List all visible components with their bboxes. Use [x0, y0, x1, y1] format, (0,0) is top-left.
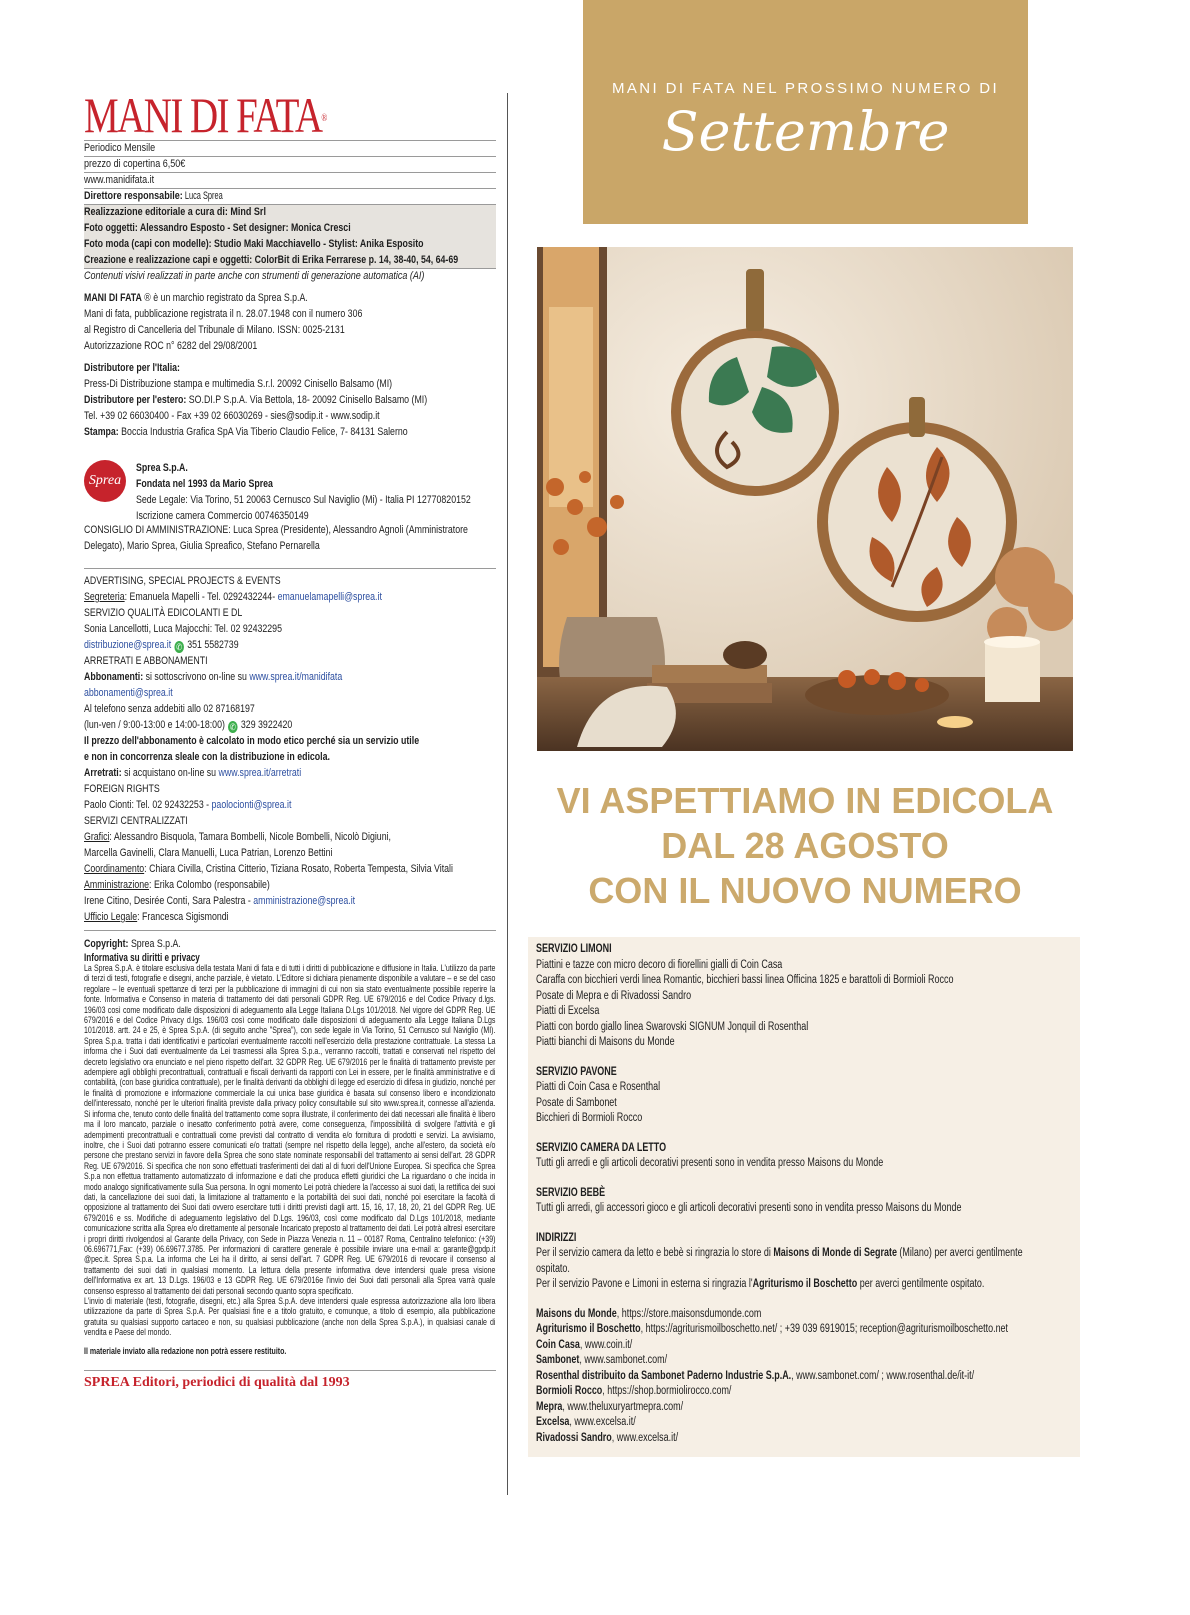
headline-line-1: VI ASPETTIAMO IN EDICOLA [556, 780, 1054, 821]
admin-line: Amministrazione: Erika Colombo (responsabile) [84, 879, 270, 891]
headline-line-2: DAL 28 AGOSTO [661, 825, 949, 866]
ethics-line-2: e non in concorrenza sleale con la distribuzione in edicola. [84, 751, 330, 763]
back-issues-link[interactable]: www.sprea.it/arretrati [218, 767, 302, 779]
graphics-line-1: Grafici: Alessandro Bisquola, Tamara Bombelli, Nicole Bombelli, Nicolò Digiuni, [84, 831, 392, 843]
company-name: Sprea S.p.A. [136, 462, 188, 474]
privacy-block [84, 952, 496, 1364]
website[interactable]: www.manidifata.it [84, 172, 496, 188]
foreign-email-link[interactable]: paolocionti@sprea.it [211, 799, 292, 811]
subs-phone: Al telefono senza addebiti allo 02 87168197 [84, 703, 255, 715]
subs-title: ARRETRATI E ABBONAMENTI [84, 655, 208, 667]
registry-line: al Registro di Cancelleria del Tribunale di Milano. ISSN: 0025-2131 [84, 324, 345, 336]
pavone-item: Posate di Sambonet [536, 1096, 617, 1109]
photo-credit: Foto oggetti: Alessandro Esposto - Set designer: Monica Cresci [84, 220, 496, 236]
address-line[interactable]: Rivadossi Sandro, www.excelsa.it/ [536, 1431, 679, 1444]
limoni-item: Posate di Mepra e di Rivadossi Sandro [536, 989, 692, 1002]
privacy-title: Informativa su diritti e privacy [84, 952, 200, 964]
admin-line-2: Irene Citino, Desirée Conti, Sara Palestra - amministrazione@sprea.it [84, 895, 356, 907]
column-divider [507, 93, 508, 1495]
camera-title: SERVIZIO CAMERA DA LETTO [536, 1141, 667, 1154]
back-issues-line: Arretrati: si acquistano on-line su www.sprea.it/arretrati [84, 767, 302, 779]
admin-email-link[interactable]: amministrazione@sprea.it [253, 895, 356, 907]
board-line-2: Delegato), Mario Sprea, Giulia Spreafico, Stefano Pernarella [84, 540, 320, 552]
company-founded: Fondata nel 1993 da Mario Sprea [136, 478, 273, 490]
ai-note: Contenuti visivi realizzati in parte anche con strumenti di generazione automatica (AI) [84, 268, 496, 284]
cover-photo-embroidery-hoops [537, 247, 1073, 751]
address-line[interactable]: Mepra, www.theluxuryartmepra.com/ [536, 1400, 684, 1413]
address-line[interactable]: Rosenthal distribuito da Sambonet Paderno Industrie S.p.A., www.sambonet.com/ ; www.rosenthal.de/it-it/ [536, 1369, 975, 1382]
address-line[interactable]: Sambonet, www.sambonet.com/ [536, 1354, 668, 1366]
no-return-note: Il materiale inviato alla redazione non potrà essere restituito. [84, 1345, 287, 1357]
address-line[interactable]: Coin Casa, www.coin.it/ [536, 1338, 633, 1351]
materials-note: L'invio di materiale (testi, fotografie, disegni, etc.) alla Sprea S.p.A. deve intendersi quale espressa autorizzazione alla loro libera utilizzazione da parte di Sprea S.p.A. Per qualsiasi fine e a titolo gratuito, e comunque, a titolo di esempio, alla pubblicazione gratuita su qualsiasi supporto cartaceo e non, su qualsiasi pubblicazione (anche non della Sprea S.p.A.), in qualsiasi canale di vendita e Paese del mondo. [84, 1296, 496, 1339]
address-line[interactable]: Excelsa, www.excelsa.it/ [536, 1416, 636, 1428]
subs-email[interactable]: abbonamenti@sprea.it [84, 687, 173, 699]
coordination-line: Coordinamento: Chiara Civilla, Cristina Citterio, Tiziana Rosato, Roberta Tempesta, Silvia Vitali [84, 863, 453, 875]
company-block [84, 460, 496, 522]
newsstand-title: SERVIZIO QUALITÀ EDICOLANTI E DL [84, 607, 243, 619]
roc-line: Autorizzazione ROC n° 6282 del 29/08/2001 [84, 340, 258, 352]
distribution-email-link[interactable]: distribuzione@sprea.it [84, 639, 172, 651]
sprea-footer: SPREA Editori, periodici di qualità dal 1993 [84, 1375, 350, 1390]
adv-line: Segreteria: Emanuela Mapelli - Tel. 0292432244- emanuelamapelli@sprea.it [84, 591, 382, 603]
next-issue-banner [583, 0, 1028, 224]
legal-office-line: Ufficio Legale: Francesca Sigismondi [84, 911, 229, 923]
whatsapp-icon: ✆ [229, 722, 236, 732]
banner-month: Settembre [661, 100, 950, 163]
copyright-line: Copyright: Sprea S.p.A. [84, 938, 181, 950]
cover-price: prezzo di copertina 6,50€ [84, 156, 496, 172]
limoni-item: Piatti con bordo giallo linea Swarovski SIGNUM Jonquil di Rosenthal [536, 1020, 809, 1033]
thanks-line-2: Per il servizio Pavone e Limoni in esterna si ringrazia l'Agriturismo il Boschetto per averci gentilmente ospitato. [536, 1278, 985, 1290]
privacy-body: La Sprea S.p.A. è titolare esclusiva della testata Mani di fata e di tutti i diritti di pubblicazione e diffusione in Italia. L'utilizzo da parte di terzi di testi, fotografie e disegni, anche parziale, è vietato. L'Editore si dichiara pienamente disponibile a valutare – e se del caso regolare – le eventuali spettanze di terzi per la pubblicazione di immagini di cui non sia stato eventualmente possibile reperire la fonte. Informativa e Consenso in materia di trattamento dei dati personali GDPR Reg. UE 679/2016 e del Codice Privacy d.lgs. 196/03 così come modificato dalle disposizioni di adeguamento alla Legge Italiana D.Lgs 101/2018. Nel vigore del GDPR Reg. UE 679/2016 e del Codice Privacy d.lgs. 196/03 così come modificato dalle disposizioni di adeguamento alla Legge Italiana D.Lgs 101/2018. artt. 24 e 25, è Sprea S.p.A. (di seguito anche "Sprea"), con sede legale in Via Torino, 51 Cernusco sul Naviglio (MI). Sprea S.p.a. tratta i dati identificativi e particolari eventualmente raccolti nell'esercizio della prestazione contrattuale. La stessa La informa che i Suoi dati eventualmente da Lei trasmessi alla Sprea S.p.a., verranno raccolti, trattati e conservati nel rispetto del decreto legislativo ora enunciato e nel pieno rispetto dell'art. 32 GDPR Reg. UE 679/2016 per le finalità di trattamento previste per adempiere agli obblighi precontrattuali, contrattuali e fiscali derivanti da rapporti con Lei in essere, per le finalità amministrative e di contabilità, (con base giuridica contrattuale), per le finalità derivanti da obblighi di legge ed esercizio di difesa in giudizio, nonché per le finalità di promozione e informazione commerciale la cui unica base giuridica è basata sul consenso libero e incondizionato dell'interessato, nonché per le ulteriori finalità previste dalla privacy policy consultabile sul sito www.sprea.it, connesse all'azienda. Si informa che, tenuto conto delle finalità del trattamento come sopra illustrate, il conferimento dei dati necessari alle finalità è libero ma il loro mancato, parziale o inesatto conferimento potrà avere, come conseguenza, l'impossibilità di svolgere l'attività e gli adempimenti precontrattuali e contrattuali come previsti dal contratto di vendita e/o fornitura di prodotti e servizi. La avvisiamo, inoltre, che i Suoi dati potranno essere comunicati e/o trattati (sempre nel rispetto della legge), anche all'estero, da società e/o persone che prestano servizi in favore della Sprea che sono state nominate responsabili del trattamento ai sensi dell'art. 28 GDPR Reg. UE 679/2016. Si specifica che non sono effettuati trasferimenti dei dati al di fuori dell'Unione Europea. Si specifica che Sprea S.p.a non effettua trattamento automatizzato di informazione e dati che produca effetti giuridici che La riguardano o che incida in modo analogo significativamente sulla Sua persona. In ogni momento Lei potrà chiedere la l'accesso ai suoi dati, la rettifica dei suoi dati, la cancellazione dei suoi dati, la limitazione al trattamento e la portabilità dei suoi dati, nonché poi esercitare la facoltà di opposizione al trattamento dei Suoi dati ovvero esercitare tutti i diritti previsti dagli artt. 15, 16, 17, 18, 20, 21 del GDPR Reg. UE 679/2016 e ss. Modifiche di adeguamento legislativo del D.Lgs. 196/03, così come modificato dal D.Lgs 101/2018, mediante comunicazione scritta alla Sprea e/o direttamente al personale Incaricato preposto al trattamento dei dati. Lei potrà altresì esercitare i propri diritti rivolgendosi al Garante della Privacy, con Sede in Piazza Venezia n. 11 – 00187 Roma, Centralino telefonico: (+39) 06.696771,Fax: (+39) 06.69677.3785. Per informazioni di carattere generale è possibile inviare una e-mail a: garante@gpdp.it @pec.it. Sprea S.p.a. La informa che Lei ha il diritto, ai sensi dell'art. 7 GDPR Reg. UE 679/2016 di revocare il consenso al trattamento dei suoi dati in qualsiasi momento. La lettura della presente informativa deve intendersi quale presa visione dell'Informativa ex art. 13 D.Lgs. 196/03 e 13 GDPR Reg. UE 679/2016e l'invio dei Suoi dati personali alla Sprea varrà quale consenso espresso al trattamento dei dati personali secondo quanto sopra specificato. [84, 963, 496, 1297]
limoni-item: Piattini e tazze con micro decoro di fiorellini gialli di Coin Casa [536, 958, 783, 971]
adv-email-link[interactable]: emanuelamapelli@sprea.it [277, 591, 382, 603]
whatsapp-icon: ✆ [176, 642, 183, 652]
pavone-item: Piatti di Coin Casa e Rosenthal [536, 1081, 661, 1093]
addresses-title: INDIRIZZI [536, 1231, 577, 1244]
fashion-credit: Foto moda (capi con modelle): Studio Maki Macchiavello - Stylist: Anika Esposito [84, 236, 496, 252]
newsstand-line: Sonia Lancellotti, Luca Majocchi: Tel. 02 92432295 [84, 623, 282, 635]
limoni-item: Piatti di Excelsa [536, 1005, 600, 1017]
board-line-1: CONSIGLIO DI AMMINISTRAZIONE: Luca Sprea (Presidente), Alessandro Agnoli (Amministratore [84, 524, 468, 536]
registration-line: Mani di fata, pubblicazione registrata il n. 28.07.1948 con il numero 306 [84, 308, 363, 320]
address-line[interactable]: Bormioli Rocco, https://shop.bormiolirocco.com/ [536, 1385, 732, 1397]
newsstand-headline [537, 778, 1073, 913]
pavone-title: SERVIZIO PAVONE [536, 1065, 617, 1078]
central-title: SERVIZI CENTRALIZZATI [84, 815, 188, 827]
creation-credit: Creazione e realizzazione capi e oggetti: ColorBit di Erika Ferrarese p. 14, 38-40, 54, 64-69 [84, 252, 496, 268]
pavone-item: Bicchieri di Bormioli Rocco [536, 1112, 643, 1124]
printer: Stampa: Boccia Industria Grafica SpA Via Tiberio Claudio Felice, 7- 84131 Salerno [84, 426, 408, 438]
bebe-text: Tutti gli arredi, gli accessori gioco e gli articoli decorativi presenti sono in vendita presso Maisons du Monde [536, 1202, 962, 1214]
limoni-item: Piatti bianchi di Maisons du Monde [536, 1036, 675, 1048]
graphics-line-2: Marcella Gavinelli, Clara Manuelli, Luca Patrian, Lorenzo Bettini [84, 847, 333, 859]
editorial-credit: Realizzazione editoriale a cura di: Mind Srl [84, 204, 496, 220]
limoni-item: Caraffa con bicchieri verdi linea Romantic, bicchieri bassi linea Officina 1825 e barattoli di Bormioli Rocco [536, 974, 954, 986]
ethics-line-1: Il prezzo dell'abbonamento è calcolato in modo etico perché sia un servizio utile [84, 735, 420, 747]
headline-line-3: CON IL NUOVO NUMERO [588, 870, 1022, 911]
banner-kicker: MANI DI FATA NEL PROSSIMO NUMERO DI [611, 80, 1000, 97]
masthead-column [84, 87, 496, 1391]
sprea-logo: Sprea [84, 460, 126, 502]
subs-hours: (lun-ven / 9:00-13:00 e 14:00-18:00) ✆ 329 3922420 [84, 719, 293, 732]
camera-text: Tutti gli arredi e gli articoli decorativi presenti sono in vendita presso Maisons du Monde [536, 1157, 884, 1169]
company-registration: Iscrizione camera Commercio 00746350149 [136, 510, 309, 522]
newsstand-contacts: distribuzione@sprea.it ✆ 351 5582739 [84, 639, 239, 652]
subs-url-link[interactable]: www.sprea.it/manidifata [249, 671, 343, 683]
foreign-title: FOREIGN RIGHTS [84, 783, 160, 795]
periodicity: Periodico Mensile [84, 140, 496, 156]
shopping-credits-box [528, 937, 1080, 1457]
bebe-title: SERVIZIO BEBÈ [536, 1186, 606, 1199]
distributor-italy: Press-Di Distribuzione stampa e multimedia S.r.l. 20092 Cinisello Balsamo (MI) [84, 378, 393, 390]
address-line[interactable]: Agriturismo il Boschetto, https://agriturismoilboschetto.net/ ; +39 039 6919015; reception@agriturismoilboschetto.net [536, 1323, 1009, 1335]
address-line[interactable]: Maisons du Monde, https://store.maisonsdumonde.com [536, 1307, 762, 1320]
adv-title: ADVERTISING, SPECIAL PROJECTS & EVENTS [84, 575, 281, 587]
distributor-contacts: Tel. +39 02 66030400 - Fax +39 02 66030269 - sies@sodip.it - www.sodip.it [84, 410, 380, 422]
director: Direttore responsabile: Luca Sprea [84, 188, 496, 204]
subs-line: Abbonamenti: si sottoscrivono on-line su www.sprea.it/manidifata [84, 671, 343, 683]
foreign-line: Paolo Cionti: Tel. 02 92432253 - paolocionti@sprea.it [84, 799, 292, 811]
limoni-title: SERVIZIO LIMONI [536, 943, 612, 955]
thanks-line-1: Per il servizio camera da letto e bebè si ringrazia lo store di Maisons di Monde di Segrate (Milano) per averci gentilmente ospitato. [536, 1247, 1023, 1275]
distributor-title: Distributore per l'Italia: [84, 362, 180, 374]
distributor-abroad: Distributore per l'estero: SO.DI.P S.p.A. Via Bettola, 18- 20092 Cinisello Balsamo (MI) [84, 394, 428, 406]
mani-di-fata-logo: MANI DI FATA® [84, 87, 328, 143]
brand-trademark: MANI DI FATA ® è un marchio registrato da Sprea S.p.A. [84, 292, 308, 304]
company-address: Sede Legale: Via Torino, 51 20063 Cernusco Sul Naviglio (Mi) - Italia PI 12770820152 [136, 494, 471, 506]
